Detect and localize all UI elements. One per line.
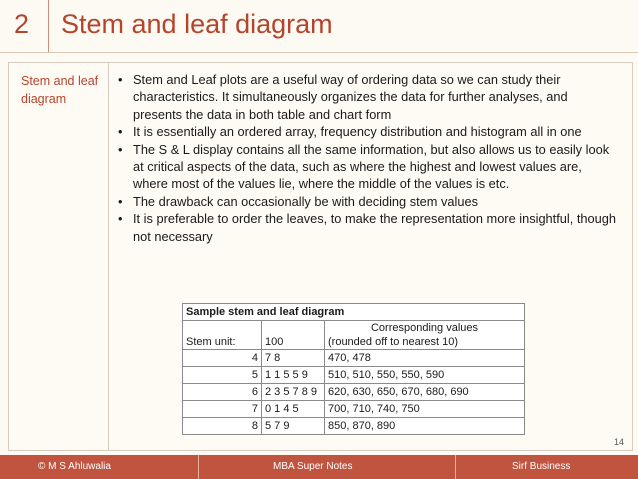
table-row [183, 401, 525, 418]
values-cell: 510, 510, 550, 550, 590 [325, 367, 525, 384]
bullet-glyph: • [118, 141, 123, 157]
stem-cell: 8 [183, 418, 262, 435]
bullet-glyph: • [118, 72, 123, 87]
table-caption-row [183, 304, 525, 321]
stem-leaf-table [182, 303, 525, 435]
table-row [183, 350, 525, 367]
values-header-line2: (rounded off to nearest 10) [328, 336, 459, 348]
stem-cell: 4 [183, 350, 262, 367]
values-cell: 850, 870, 890 [325, 418, 525, 435]
values-cell: 470, 478 [325, 350, 525, 367]
bullet-item [118, 210, 616, 245]
content-panel [8, 62, 633, 451]
title-underline [0, 52, 638, 53]
side-label: Stem and leaf diagram [21, 74, 99, 106]
values-cell: 620, 630, 650, 670, 680, 690 [325, 384, 525, 401]
table-row [183, 367, 525, 384]
table-row [183, 384, 525, 401]
leaf-cell: 7 8 [262, 350, 325, 367]
leaf-cell: 5 7 9 [262, 418, 325, 435]
footer-author: © M S Ahluwalia [38, 461, 111, 472]
values-header [325, 321, 525, 350]
bullet-text: It is essentially an ordered array, frequency distribution and histogram all in one [133, 124, 582, 140]
leaf-cell: 2 3 5 7 8 9 [262, 384, 325, 401]
table-row [183, 418, 525, 435]
stem-unit-label: Stem unit: [183, 321, 262, 350]
footer-center: MBA Super Notes [273, 461, 353, 472]
bullet-text: Stem and Leaf plots are a useful way of ordering data so we can study their characteristics. It simultaneously organizes the data for further analyses, and presents the data in both table and chart form [133, 72, 568, 122]
table-header-row [183, 321, 525, 350]
bullet-glyph: • [118, 193, 123, 209]
bullet-item [118, 123, 616, 140]
bullet-text: The S & L display contains all the same information, but also allows us to easily look at critical aspects of the data, such as where the highest and lowest values are, where most of the values lie, where the middle of the values is etc. [133, 141, 610, 192]
footer-right: Sirf Business [512, 461, 571, 472]
label-column [9, 63, 109, 450]
bullet-text: The drawback can occasionally be with deciding stem values [133, 193, 478, 209]
bullet-item [118, 141, 616, 193]
stem-cell: 6 [183, 384, 262, 401]
bullet-item [118, 193, 616, 210]
bullet-glyph: • [118, 124, 123, 140]
leaf-cell: 1 1 5 5 9 [262, 367, 325, 384]
leaf-cell: 0 1 4 5 [262, 401, 325, 418]
bullet-glyph: • [118, 211, 123, 227]
page-number: 14 [613, 437, 624, 447]
slide-number: 2 [14, 9, 30, 39]
header-divider [48, 0, 49, 52]
slide-title: Stem and leaf diagram [61, 9, 333, 39]
values-cell: 700, 710, 740, 750 [325, 401, 525, 418]
footer-divider [198, 455, 199, 479]
footer-divider [455, 455, 456, 479]
stem-unit-value: 100 [262, 321, 325, 350]
stem-cell: 5 [183, 367, 262, 384]
bullet-list [118, 71, 616, 245]
slide-header [0, 0, 638, 52]
stem-cell: 7 [183, 401, 262, 418]
footer-bar [0, 455, 638, 479]
bullet-item [118, 71, 616, 123]
table-caption: Sample stem and leaf diagram [183, 304, 525, 321]
values-header-line1: Corresponding values [370, 322, 478, 334]
bullet-text: It is preferable to order the leaves, to make the representation more insightful, though not necessary [133, 211, 617, 244]
